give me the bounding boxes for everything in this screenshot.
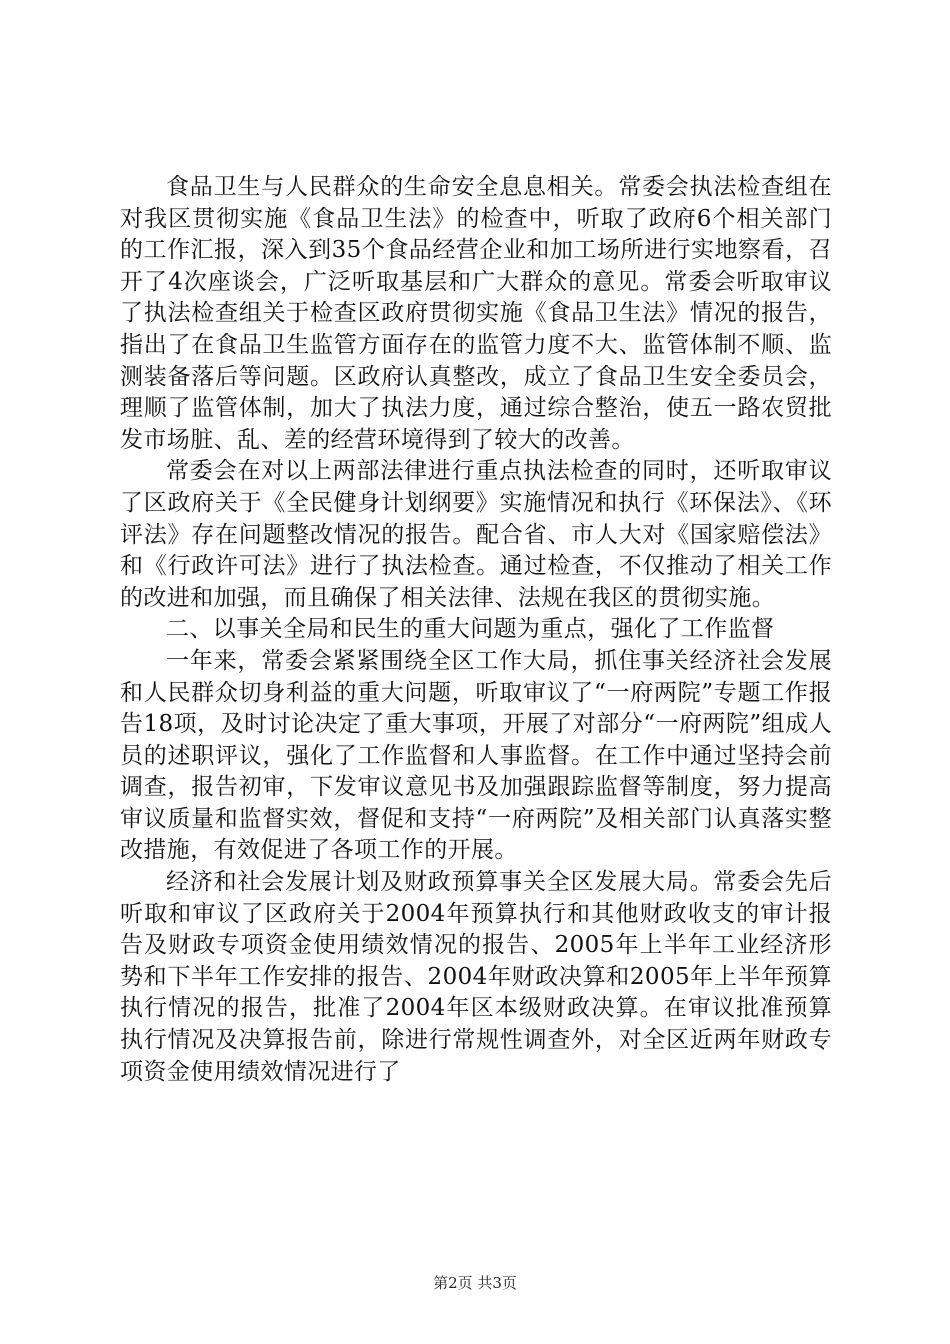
paragraph-food-hygiene: 食品卫生与人民群众的生命安全息息相关。常委会执法检查组在对我区贯彻实施《食品卫生法》的检查中，听取了政府6个相关部门的工作汇报，深入到35个食品经营企业和加工场所进行实地察看，召开了4次座谈会，广泛听取基层和广大群众的意见。常委会听取审议了执法检查组关于检查区政府贯彻实施《食品卫生法》情况的报告，指出了在食品卫生监管方面存在的监管力度不大、监管体制不顺、监测装备落后等问题。区政府认真整改，成立了食品卫生安全委员会，理顺了监管体制，加大了执法力度，通过综合整治，使五一路农贸批发市场脏、乱、差的经营环境得到了较大的改善。 (120, 174, 832, 453)
page-footer: 第2页 共3页 (433, 1274, 517, 1292)
paragraph-budget-plan: 经济和社会发展计划及财政预算事关全区发展大局。常委会先后听取和审议了区政府关于2004年预算执行和其他财政收支的审计报告及财政专项资金使用绩效情况的报告、2005年上半年工业经济形势和下半年工作安排的报告、2004年财政决算和2005年上半年预算执行情况的报告，批准了2004年区本级财政决算。在审议批准预算执行情况及决算报告前，除进行常规性调查外，对全区近两年财政专项资金使用绩效情况进行了 (120, 869, 832, 1085)
section-heading-work-supervision: 二、以事关全局和民生的重大问题为重点，强化了工作监督 (166, 616, 775, 643)
paragraph-law-inspection: 常委会在对以上两部法律进行重点执法检查的同时，还听取审议了区政府关于《全民健身计划纲要》实施情况和执行《环保法》、《环评法》存在问题整改情况的报告。配合省、市人大对《国家赔偿法》和《行政许可法》进行了执法检查。通过检查，不仅推动了相关工作的改进和加强，而且确保了相关法律、法规在我区的贯彻实施。 (120, 458, 832, 611)
document-body (120, 172, 832, 1088)
paragraph-year-review: 一年来，常委会紧紧围绕全区工作大局，抓住事关经济社会发展和人民群众切身利益的重大问题，听取审议了“一府两院”专题工作报告18项，及时讨论决定了重大事项，开展了对部分“一府两院”组成人员的述职评议，强化了工作监督和人事监督。在工作中通过坚持会前调查，报告初审，下发审议意见书及加强跟踪监督等制度，努力提高审议质量和监督实效，督促和支持“一府两院”及相关部门认真落实整改措施，有效促进了各项工作的开展。 (120, 647, 832, 864)
